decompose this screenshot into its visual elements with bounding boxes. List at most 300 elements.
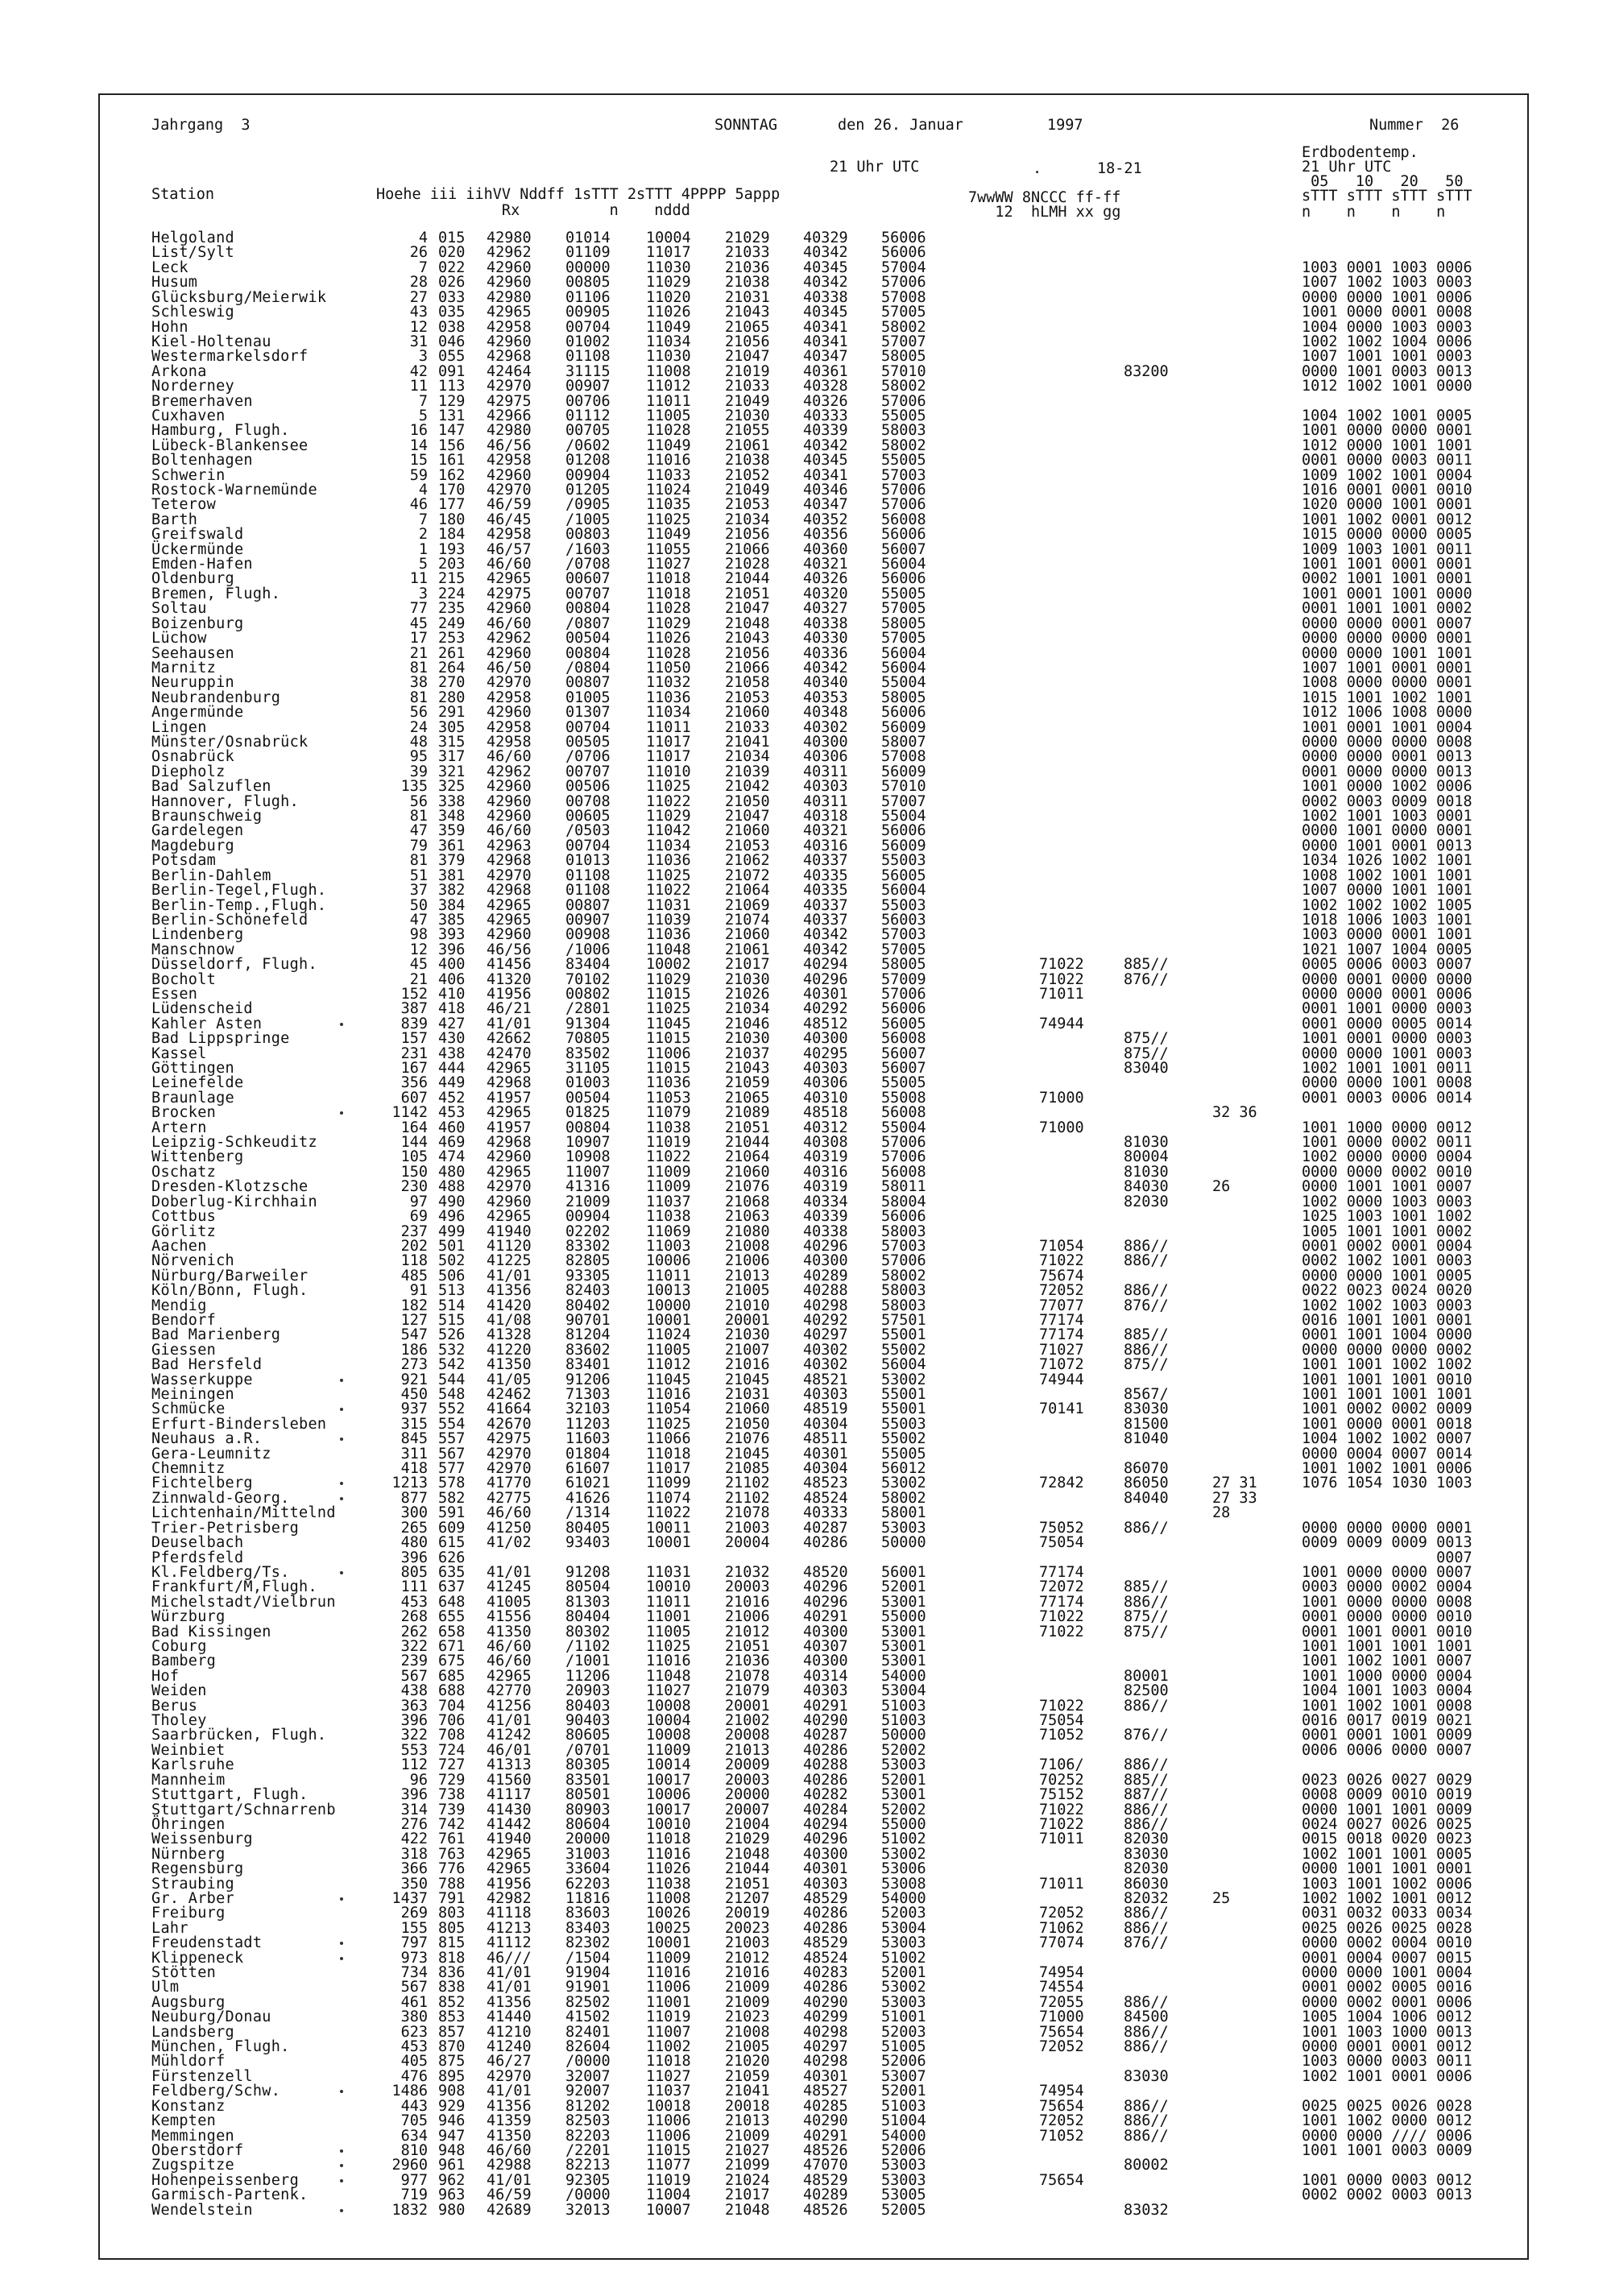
soil-temperature-group: 0025 0026 0025 0028 <box>1302 1919 1472 1937</box>
soil-temperature-group: 1004 1002 1001 0005 <box>1302 407 1472 424</box>
tendency-group: 56006 <box>881 230 926 246</box>
dewpoint-group: 21009 <box>725 2127 770 2145</box>
station-number: 480 <box>438 1163 466 1181</box>
pressure-group: 40285 <box>803 2097 848 2115</box>
station-name: Kempten <box>151 2112 217 2130</box>
pressure-group: 40361 <box>803 362 848 380</box>
station-height: 634 <box>400 2127 428 2145</box>
iihvv-group: 42970 <box>487 1178 532 1196</box>
soil-temperature-group: 1001 0002 0002 0009 <box>1302 1400 1472 1418</box>
iihvv-group: 42960 <box>487 259 532 276</box>
iihvv-group: 46/60 <box>487 1653 532 1670</box>
pressure-group: 48524 <box>803 1489 848 1507</box>
dewpoint-group: 21069 <box>725 896 770 914</box>
iihvv-group: 46/27 <box>487 2053 532 2071</box>
station-height: 350 <box>400 1875 428 1893</box>
station-number: 131 <box>438 407 466 424</box>
wind-group: /1006 <box>565 941 611 958</box>
station-height: 845 <box>400 1430 428 1448</box>
wind-group: 01005 <box>565 689 611 706</box>
soil-temperature-group: 1001 0001 1001 0004 <box>1302 718 1472 736</box>
soil-temperature-group: 0006 0006 0000 0007 <box>1302 1741 1472 1759</box>
pressure-group: 48518 <box>803 1104 848 1122</box>
soil-temperature-group: 1003 0001 1003 0006 <box>1302 259 1472 276</box>
wind-group: 82302 <box>565 1934 611 1952</box>
soil-temperature-group: 0001 0000 0003 0011 <box>1302 452 1472 470</box>
tendency-group: 56004 <box>881 882 926 899</box>
station-height: 7 <box>418 511 428 528</box>
weather-group: 74944 <box>1039 1371 1084 1388</box>
soil-temperature-group: 1001 1002 0001 0012 <box>1302 511 1472 528</box>
wind-group: 82401 <box>565 2023 611 2041</box>
dewpoint-group: 21017 <box>725 2186 770 2204</box>
station-name: Weissenburg <box>151 1831 253 1848</box>
tendency-group: 56006 <box>881 822 926 840</box>
station-height: 24 <box>409 718 428 736</box>
pressure-group: 40291 <box>803 2127 848 2145</box>
station-number: 742 <box>438 1815 466 1833</box>
station-height: 144 <box>400 1134 428 1151</box>
wind-group: 80903 <box>565 1801 611 1818</box>
station-height: 21 <box>409 970 428 988</box>
station-number: 384 <box>438 896 466 914</box>
station-name: Oberstdorf <box>151 2141 244 2159</box>
dewpoint-group: 21033 <box>725 244 770 262</box>
pressure-group: 40296 <box>803 970 848 988</box>
dewpoint-group: 21068 <box>725 1193 770 1210</box>
soil-temperature-group: 0000 0000 1001 0006 <box>1302 288 1472 306</box>
temperature-group: 11028 <box>646 422 691 440</box>
soil-temperature-group: 1012 0000 1001 1001 <box>1302 436 1472 454</box>
gust-group: 26 <box>1212 1178 1231 1196</box>
dewpoint-group: 20019 <box>725 1905 770 1922</box>
pressure-group: 40346 <box>803 482 848 499</box>
cloud-group: 83200 <box>1124 362 1169 380</box>
dewpoint-group: 21060 <box>725 1400 770 1418</box>
station-name: Kassel <box>151 1045 207 1062</box>
station-height: 69 <box>409 1208 428 1226</box>
iihvv-group: 42968 <box>487 348 532 366</box>
station-name: Fichtelberg <box>151 1475 253 1492</box>
soil-temperature-group: 1001 0000 0003 0012 <box>1302 2171 1472 2189</box>
tendency-group: 57007 <box>881 333 926 350</box>
dewpoint-group: 21028 <box>725 556 770 573</box>
wind-group: 00704 <box>565 837 611 854</box>
weather-group: 71052 <box>1039 2127 1084 2145</box>
soil-temperature-group: 1001 1001 1002 1002 <box>1302 1356 1472 1374</box>
station-height: 152 <box>400 985 428 1003</box>
tendency-group: 55005 <box>881 1074 926 1092</box>
soil-temperature-group: 0008 0009 0010 0019 <box>1302 1786 1472 1804</box>
pressure-group: 40288 <box>803 1282 848 1300</box>
dewpoint-group: 21059 <box>725 1074 770 1092</box>
pressure-group: 40301 <box>803 1445 848 1462</box>
temperature-group: 11024 <box>646 482 691 499</box>
station-name: Cuxhaven <box>151 407 226 424</box>
pressure-group: 40339 <box>803 422 848 440</box>
iihvv-group: 42960 <box>487 926 532 944</box>
temperature-group: 11015 <box>646 985 691 1003</box>
dewpoint-group: 21049 <box>725 392 770 410</box>
dewpoint-group: 21045 <box>725 1445 770 1462</box>
station-name: Chemnitz <box>151 1460 226 1477</box>
station-number: 170 <box>438 482 466 499</box>
iihvv-group: 42958 <box>487 526 532 544</box>
station-height: 47 <box>409 911 428 929</box>
gust-group: 28 <box>1212 1504 1231 1522</box>
iihvv-group: 42962 <box>487 244 532 262</box>
tendency-group: 58003 <box>881 1282 926 1300</box>
soil-temperature-group: 1001 1000 0000 0004 <box>1302 1667 1472 1685</box>
weather-group: 71022 <box>1039 1801 1084 1818</box>
station-number: 325 <box>438 778 466 796</box>
station-height: 81 <box>409 659 428 676</box>
soil-temperature-group: 0002 0003 0009 0018 <box>1302 792 1472 810</box>
station-height: 56 <box>409 704 428 722</box>
station-height: 623 <box>400 2023 428 2041</box>
station-height: 485 <box>400 1267 428 1285</box>
station-height: 322 <box>400 1638 428 1655</box>
wind-group: 82203 <box>565 2127 611 2145</box>
tendency-group: 57009 <box>881 970 926 988</box>
soil-temperature-group: 1001 1000 0000 0012 <box>1302 1119 1472 1136</box>
pressure-group: 40290 <box>803 2112 848 2130</box>
station-name: Bremerhaven <box>151 392 253 410</box>
station-number: 249 <box>438 614 466 632</box>
station-number: 502 <box>438 1252 466 1270</box>
dewpoint-group: 21005 <box>725 1282 770 1300</box>
station-name: Oldenburg <box>151 570 234 588</box>
station-number: 460 <box>438 1119 466 1136</box>
iihvv-group: 41220 <box>487 1341 532 1359</box>
wind-group: /0701 <box>565 1741 611 1759</box>
cloud-group: 886// <box>1124 2038 1169 2055</box>
iihvv-group: 46/59 <box>487 2186 532 2204</box>
soil-temperature-group: 1001 1001 1001 0010 <box>1302 1371 1472 1388</box>
iihvv-group: 42980 <box>487 230 532 246</box>
station-height: 14 <box>409 436 428 454</box>
station-number: 015 <box>438 230 466 246</box>
station-name: Hannover, Flugh. <box>151 792 300 810</box>
iihvv-group: 41242 <box>487 1727 532 1744</box>
tendency-group: 51005 <box>881 2038 926 2055</box>
station-height: 387 <box>400 1000 428 1018</box>
soil-temperature-group: 1076 1054 1030 1003 <box>1302 1475 1472 1492</box>
pressure-group: 40329 <box>803 230 848 246</box>
soil-temperature-group: 1001 0000 0001 0008 <box>1302 304 1472 321</box>
dewpoint-group: 21031 <box>725 288 770 306</box>
wind-group: /0000 <box>565 2186 611 2204</box>
mountain-station-marker <box>340 1897 343 1901</box>
wind-group: 11816 <box>565 1889 611 1907</box>
tendency-group: 51001 <box>881 2008 926 2026</box>
pressure-group: 40333 <box>803 1504 848 1522</box>
iihvv-group: 42968 <box>487 1074 532 1092</box>
iihvv-group: 42965 <box>487 570 532 588</box>
tendency-group: 58002 <box>881 1267 926 1285</box>
station-number: 776 <box>438 1860 466 1878</box>
wind-group: 01014 <box>565 230 611 246</box>
dot-mark: . <box>1033 160 1042 177</box>
temperature-group: 11029 <box>646 970 691 988</box>
wind-group: 00707 <box>565 585 611 602</box>
pressure-group: 40339 <box>803 1208 848 1226</box>
tendency-group: 53001 <box>881 1653 926 1670</box>
temperature-group: 10004 <box>646 1712 691 1729</box>
station-name: Feldberg/Schw. <box>151 2083 281 2100</box>
pressure-group: 40292 <box>803 1000 848 1018</box>
station-height: 167 <box>400 1060 428 1077</box>
pressure-group: 40314 <box>803 1667 848 1685</box>
dewpoint-group: 21207 <box>725 1889 770 1907</box>
station-name: Berlin-Schönefeld <box>151 911 309 929</box>
tendency-group: 55001 <box>881 1386 926 1403</box>
iihvv-group: 42958 <box>487 718 532 736</box>
tendency-group: 58011 <box>881 1178 926 1196</box>
tendency-group: 55004 <box>881 808 926 825</box>
soil-temperature-group: 1002 1001 0001 0006 <box>1302 2067 1472 2085</box>
dewpoint-group: 21078 <box>725 1504 770 1522</box>
cloud-group: 885// <box>1124 956 1169 974</box>
station-height: 553 <box>400 1741 428 1759</box>
cloud-group: 875// <box>1124 1608 1169 1626</box>
soil-temperature-group: 1002 1002 1004 0006 <box>1302 333 1472 350</box>
time-range-label: 18-21 <box>1097 160 1142 177</box>
station-number: 577 <box>438 1460 466 1477</box>
wind-group: /1603 <box>565 540 611 558</box>
temperature-group: 11005 <box>646 1341 691 1359</box>
station-height: 567 <box>400 1979 428 1996</box>
wind-group: 93305 <box>565 1267 611 1285</box>
wind-group: 91304 <box>565 1015 611 1032</box>
tendency-group: 53005 <box>881 2186 926 2204</box>
tendency-group: 55005 <box>881 407 926 424</box>
station-height: 43 <box>409 304 428 321</box>
soil-temperature-group: 1008 1002 1001 1001 <box>1302 867 1472 884</box>
tendency-group: 52003 <box>881 1905 926 1922</box>
temperature-group: 10025 <box>646 1919 691 1937</box>
dewpoint-group: 21003 <box>725 1519 770 1537</box>
station-number: 410 <box>438 985 466 1003</box>
soil-temperature-group: 1002 0000 0000 0004 <box>1302 1148 1472 1166</box>
station-name: Göttingen <box>151 1060 234 1077</box>
temperature-group: 11024 <box>646 1326 691 1344</box>
iihvv-group: 46/60 <box>487 1504 532 1522</box>
temperature-group: 11039 <box>646 911 691 929</box>
weekday-label: SONNTAG <box>714 117 777 134</box>
station-height: 476 <box>400 2067 428 2085</box>
station-name: Rostock-Warnemünde <box>151 482 317 499</box>
wind-group: 32103 <box>565 1400 611 1418</box>
dewpoint-group: 21076 <box>725 1178 770 1196</box>
tendency-group: 57006 <box>881 392 926 410</box>
station-height: 418 <box>400 1460 428 1477</box>
tendency-group: 53003 <box>881 2171 926 2189</box>
soil-temperature-group: 1002 1001 1003 0001 <box>1302 808 1472 825</box>
dewpoint-group: 21053 <box>725 496 770 514</box>
station-name: Kiel-Holtenau <box>151 333 271 350</box>
pressure-group: 40311 <box>803 763 848 780</box>
temperature-group: 11018 <box>646 1831 691 1848</box>
wind-group: /2801 <box>565 1000 611 1018</box>
station-number: 291 <box>438 704 466 722</box>
tendency-group: 52006 <box>881 2141 926 2159</box>
temperature-group: 11012 <box>646 378 691 395</box>
pressure-group: 40298 <box>803 1297 848 1314</box>
weather-group: 71000 <box>1039 2008 1084 2026</box>
dewpoint-group: 21027 <box>725 2141 770 2159</box>
station-number: 020 <box>438 244 466 262</box>
soil-temperature-group: 1001 1002 1001 0007 <box>1302 1653 1472 1670</box>
station-number: 671 <box>438 1638 466 1655</box>
station-name: Greifswald <box>151 526 244 544</box>
wind-group: /1504 <box>565 1949 611 1967</box>
dewpoint-group: 21031 <box>725 1386 770 1403</box>
iihvv-group: 41250 <box>487 1519 532 1537</box>
cloud-group: 875// <box>1124 1030 1169 1048</box>
station-height: 15 <box>409 452 428 470</box>
weather-group: 74954 <box>1039 2083 1084 2100</box>
station-name: Zugspitze <box>151 2157 234 2174</box>
pressure-group: 40352 <box>803 511 848 528</box>
station-height: 27 <box>409 288 428 306</box>
wind-group: 00605 <box>565 808 611 825</box>
station-number: 515 <box>438 1311 466 1329</box>
soil-temperature-group: 0000 0001 0001 0012 <box>1302 2038 1472 2055</box>
tendency-group: 52002 <box>881 1741 926 1759</box>
soil-temperature-group: 0001 1001 1004 0000 <box>1302 1326 1472 1344</box>
temperature-group: 11050 <box>646 659 691 676</box>
pressure-group: 40356 <box>803 526 848 544</box>
pressure-group: 40335 <box>803 867 848 884</box>
temperature-group: 11009 <box>646 1949 691 1967</box>
wind-group: 80504 <box>565 1578 611 1596</box>
wind-group: 82805 <box>565 1252 611 1270</box>
weather-group: 75654 <box>1039 2171 1084 2189</box>
soil-temperature-group: 1001 1002 1001 0008 <box>1302 1697 1472 1715</box>
dewpoint-group: 21003 <box>725 1934 770 1952</box>
tendency-group: 56007 <box>881 1045 926 1062</box>
iihvv-group: 41118 <box>487 1905 532 1922</box>
iihvv-group: 41957 <box>487 1089 532 1107</box>
temperature-group: 11031 <box>646 896 691 914</box>
pressure-group: 40335 <box>803 882 848 899</box>
wind-group: 01108 <box>565 867 611 884</box>
weather-group: 75654 <box>1039 2023 1084 2041</box>
wind-group: 01825 <box>565 1104 611 1122</box>
dewpoint-group: 20003 <box>725 1771 770 1789</box>
temperature-group: 10002 <box>646 956 691 974</box>
extra-columns-subheader: 12 hLMH xx gg <box>968 204 1121 221</box>
station-name: Garmisch-Partenk. <box>151 2186 309 2204</box>
cloud-group: 81500 <box>1124 1415 1169 1433</box>
dewpoint-group: 20001 <box>725 1311 770 1329</box>
temperature-group: 11034 <box>646 704 691 722</box>
station-number: 055 <box>438 348 466 366</box>
pressure-group: 40321 <box>803 556 848 573</box>
pressure-group: 40302 <box>803 1341 848 1359</box>
station-height: 322 <box>400 1727 428 1744</box>
dewpoint-group: 21013 <box>725 2112 770 2130</box>
iihvv-group: 41/01 <box>487 2083 532 2100</box>
weather-group: 77174 <box>1039 1563 1084 1581</box>
station-number: 147 <box>438 422 466 440</box>
cloud-group: 84040 <box>1124 1489 1169 1507</box>
weather-group: 71022 <box>1039 1623 1084 1640</box>
temperature-group: 11045 <box>646 1015 691 1032</box>
weather-group: 70252 <box>1039 1771 1084 1789</box>
soil-temperature-group: 1001 1001 0001 0001 <box>1302 556 1472 573</box>
dewpoint-group: 21049 <box>725 482 770 499</box>
mountain-station-marker <box>340 1482 343 1485</box>
wind-group: 00805 <box>565 274 611 292</box>
wind-group: 01013 <box>565 852 611 870</box>
dewpoint-group: 21033 <box>725 718 770 736</box>
tendency-group: 51002 <box>881 1831 926 1848</box>
pressure-group: 40303 <box>803 778 848 796</box>
pressure-group: 40296 <box>803 1578 848 1596</box>
station-name: Seehausen <box>151 644 234 662</box>
station-height: 5 <box>418 556 428 573</box>
wind-group: 11203 <box>565 1415 611 1433</box>
iihvv-group: 41/01 <box>487 1563 532 1581</box>
station-name: Bad Lippspringe <box>151 1030 290 1048</box>
tendency-group: 58005 <box>881 956 926 974</box>
temperature-group: 11054 <box>646 1400 691 1418</box>
wind-group: 11007 <box>565 1163 611 1181</box>
soil-temperature-group: 1012 1002 1001 0000 <box>1302 378 1472 395</box>
iihvv-group: 42960 <box>487 792 532 810</box>
soil-time-label: 21 Uhr UTC <box>1302 159 1392 176</box>
station-name: Cottbus <box>151 1208 217 1226</box>
wind-group: 01208 <box>565 452 611 470</box>
tendency-group: 57005 <box>881 941 926 958</box>
pressure-group: 40337 <box>803 911 848 929</box>
dewpoint-group: 21030 <box>725 1326 770 1344</box>
cloud-group: 83032 <box>1124 2201 1169 2219</box>
station-name: Hohenpeissenberg <box>151 2171 300 2189</box>
iihvv-group: 42960 <box>487 600 532 618</box>
weather-group: 71027 <box>1039 1341 1084 1359</box>
station-name: Kahler Asten <box>151 1015 263 1032</box>
station-number: 554 <box>438 1415 466 1433</box>
soil-temperature-group: 0024 0027 0026 0025 <box>1302 1815 1472 1833</box>
dewpoint-group: 21016 <box>725 1356 770 1374</box>
tendency-group: 52005 <box>881 2201 926 2219</box>
cloud-group: 83040 <box>1124 1060 1169 1077</box>
pressure-group: 48511 <box>803 1430 848 1448</box>
temperature-group: 11055 <box>646 540 691 558</box>
wind-group: 00907 <box>565 911 611 929</box>
iihvv-group: 46/21 <box>487 1000 532 1018</box>
temperature-group: 11042 <box>646 822 691 840</box>
pressure-group: 40296 <box>803 1593 848 1611</box>
station-number: 815 <box>438 1934 466 1952</box>
pressure-group: 40308 <box>803 1134 848 1151</box>
pressure-group: 48520 <box>803 1563 848 1581</box>
iihvv-group: 42958 <box>487 452 532 470</box>
temperature-group: 10001 <box>646 1934 691 1952</box>
station-number: 552 <box>438 1400 466 1418</box>
tendency-group: 55001 <box>881 1400 926 1418</box>
iihvv-group: 46/56 <box>487 941 532 958</box>
tendency-group: 57006 <box>881 1134 926 1151</box>
pressure-group: 40353 <box>803 689 848 706</box>
station-name: Boizenburg <box>151 614 244 632</box>
wind-group: 80605 <box>565 1727 611 1744</box>
station-number: 513 <box>438 1282 466 1300</box>
pressure-group: 40360 <box>803 540 848 558</box>
